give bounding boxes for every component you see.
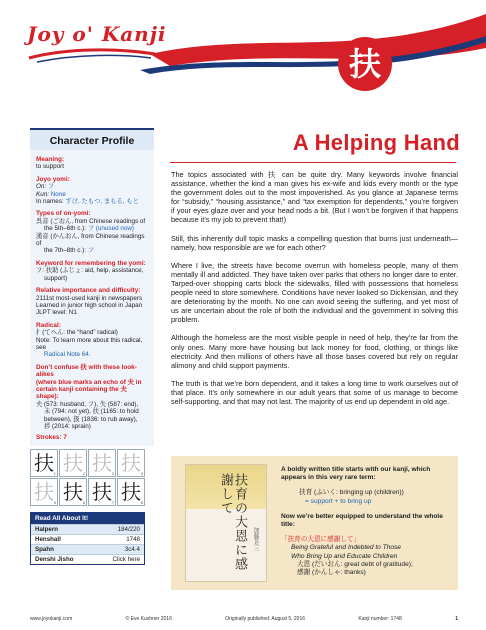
- confuse-line: 夫 (573: husband, フ), 失 (587: end),: [36, 400, 139, 408]
- frequency-line: JLPT level: N1: [36, 309, 77, 317]
- stroke-step: 扶 4: [117, 449, 145, 477]
- stroke-step: 扶 3: [88, 449, 116, 477]
- stroke-step: 扶 5: [30, 478, 58, 506]
- logo-text: Joy o' Kanji: [27, 22, 167, 46]
- denshi-jisho-link[interactable]: Click here: [112, 556, 140, 563]
- stroke-step: 扶 6: [59, 478, 87, 506]
- confuse-line: 未 (794: not yet), 扶 (1165: to hold: [44, 408, 139, 416]
- types-line: the 7th–8th c.): フ: [44, 247, 95, 255]
- paragraph: Although the homeless are the most visible people in need of help, they’re far from the only ones. Many more have housing but lack money for food, clothing, or things like electricity. And then millions of others have all those bases covered but rely on regular alimony and child support payments.: [171, 333, 458, 370]
- profile-body: [30, 150, 154, 446]
- kun-yomi: Kun: None: [36, 190, 66, 198]
- stroke-step: 扶 2: [59, 449, 87, 477]
- footer-page-number: 1: [455, 616, 458, 622]
- types-label: Types of on-yomi:: [36, 210, 91, 218]
- footer-copyright: © Eve Kushner 2016: [125, 616, 172, 622]
- site-logo[interactable]: [27, 20, 187, 80]
- radical-label: Radical:: [36, 321, 61, 329]
- name-readings: In names: すけ, たもつ, まもる, もと: [36, 198, 139, 206]
- book-cover-image: [185, 464, 267, 582]
- keyword-line: フ: 扶助 (ふじょ: aid, help, assistance,: [36, 267, 144, 275]
- keyword-line: support): [44, 274, 68, 282]
- profile-heading: Character Profile: [30, 128, 154, 150]
- inset-intro: A boldly written title starts with our kanji, which appears in this very rare term:: [281, 466, 431, 482]
- yomi-label: Joyo yomi:: [36, 175, 70, 183]
- inset-caption: [281, 466, 451, 577]
- reference-row: Halpern 184/220: [31, 524, 144, 534]
- paragraph: Still, this inherently dull topic masks a compelling question that burns just underneath—namely, how responsible are we for each other?: [171, 233, 458, 252]
- reference-row: Denshi Jisho Click here: [31, 554, 144, 564]
- cover-author: 加藤芳三: [252, 527, 259, 551]
- footer-site-link[interactable]: www.joyokanji.com: [30, 616, 73, 622]
- frequency-label: Relative importance and difficulty:: [36, 287, 141, 295]
- stroke-order-grid: [30, 449, 154, 506]
- stroke-step: 扶 1: [30, 449, 58, 477]
- radical-line: 扌(てへん: the “hand” radical): [36, 329, 118, 337]
- types-line: 呉音 (ごおん, from Chinese readings of: [36, 217, 146, 225]
- confuse-label: Don’t confuse 扶 with these look-alikes (where blue marks an echo of 夫 in certain kanji containing the 夫 shape):: [36, 363, 142, 401]
- confuse-line: 捗 (2014: sprain): [44, 423, 91, 430]
- footer-published: Originally published: August 5, 2016: [225, 616, 306, 622]
- paragraph: Where I live, the streets have become overrun with homeless people, many of them mentally ill and addicted. They have taken over parks that others no longer dare to enter. Tarped-over shopping carts block the sidewalks, filled with possessions that homeless people need to store somewhere. Conditions have never looked so Dickensian, and they are deteriorating by the month. No one can avoid seeing the suffering, and yet most of us are uncertain about the role of both the individual and the government in solving this problem.: [171, 260, 458, 325]
- frequency-line: Learned in junior high school in Japan: [36, 301, 143, 309]
- inset-term: 扶育 (ふいく: bringing up (children)) = support + to bring up: [299, 489, 404, 505]
- read-all-heading: Read All About It!: [31, 513, 144, 524]
- page-footer: [30, 616, 458, 622]
- reference-row: Spahn 3c4.4: [31, 544, 144, 554]
- inset-now-line: Now we’re better equipped to understand the whole title:: [281, 512, 443, 529]
- title-divider: [170, 162, 456, 163]
- article-title: A Helping Hand: [292, 130, 460, 155]
- cover-title: 扶育の大恩に感謝して: [218, 473, 247, 571]
- meaning-value: to support: [36, 163, 65, 171]
- confuse-line: between), 扱 (1836: to rub away),: [44, 415, 138, 423]
- paragraph: The truth is that we’re born dependent, and it takes a long time to work ourselves out of that place. It’s only somewhere in our adult years that some of us manage to become self-supporting, and that may not last. The majority of us end up dependent in old age.: [171, 378, 458, 406]
- radical-line: Note: To learn more about this radical, see: [36, 336, 143, 351]
- logo-swoosh-icon: [27, 46, 157, 64]
- reference-row: Henshall 1748: [31, 534, 144, 544]
- keyword-label: Keyword for remembering the yomi:: [36, 259, 146, 267]
- on-yomi: On: フ: [36, 183, 55, 191]
- paragraph: The topics associated with 扶 can be quite dry. Many keywords involve financial assistance, whether the kind a man gives his ex-wife and kids every month or the type the government doles out to the most impoverished. As you glance at Japanese terms for “subsidy,” “housing assistance,” and “tax exemption for dependents,” you’re forgiven if your eyes glaze over and your head nods a bit. (But I won’t be forgiven if that happens because it’s my job to prevent that!): [171, 170, 458, 225]
- inset-translation: 「扶育の大恩に感謝して」 Being Grateful and Indebted to Those Who Bring Up and Educate Children 大恩 (だいおん: great debt of gratitude); 感謝 (かんしゃ: thanks): [281, 536, 413, 577]
- character-profile-sidebar: [30, 128, 154, 608]
- read-all-about-it-table: [30, 512, 145, 565]
- radical-note-link[interactable]: Radical Note 64.: [44, 351, 91, 359]
- frequency-line: 2111st most-used kanji in newspapers: [36, 294, 143, 302]
- strokes-label: Strokes: 7: [36, 434, 67, 442]
- header-kanji-badge: 扶: [338, 37, 392, 91]
- types-line: 漢音 (かんおん, from Chinese readings of: [36, 232, 145, 248]
- book-cover-inset: [171, 456, 458, 590]
- stroke-step: 扶 8: [117, 478, 145, 506]
- stroke-step: 扶 7: [88, 478, 116, 506]
- footer-kanji-number: Kanji number: 1748: [358, 616, 402, 622]
- article-body: [171, 170, 458, 415]
- meaning-label: Meaning:: [36, 156, 65, 163]
- types-line: the 5th–6th c.): フ (unused now): [44, 225, 134, 233]
